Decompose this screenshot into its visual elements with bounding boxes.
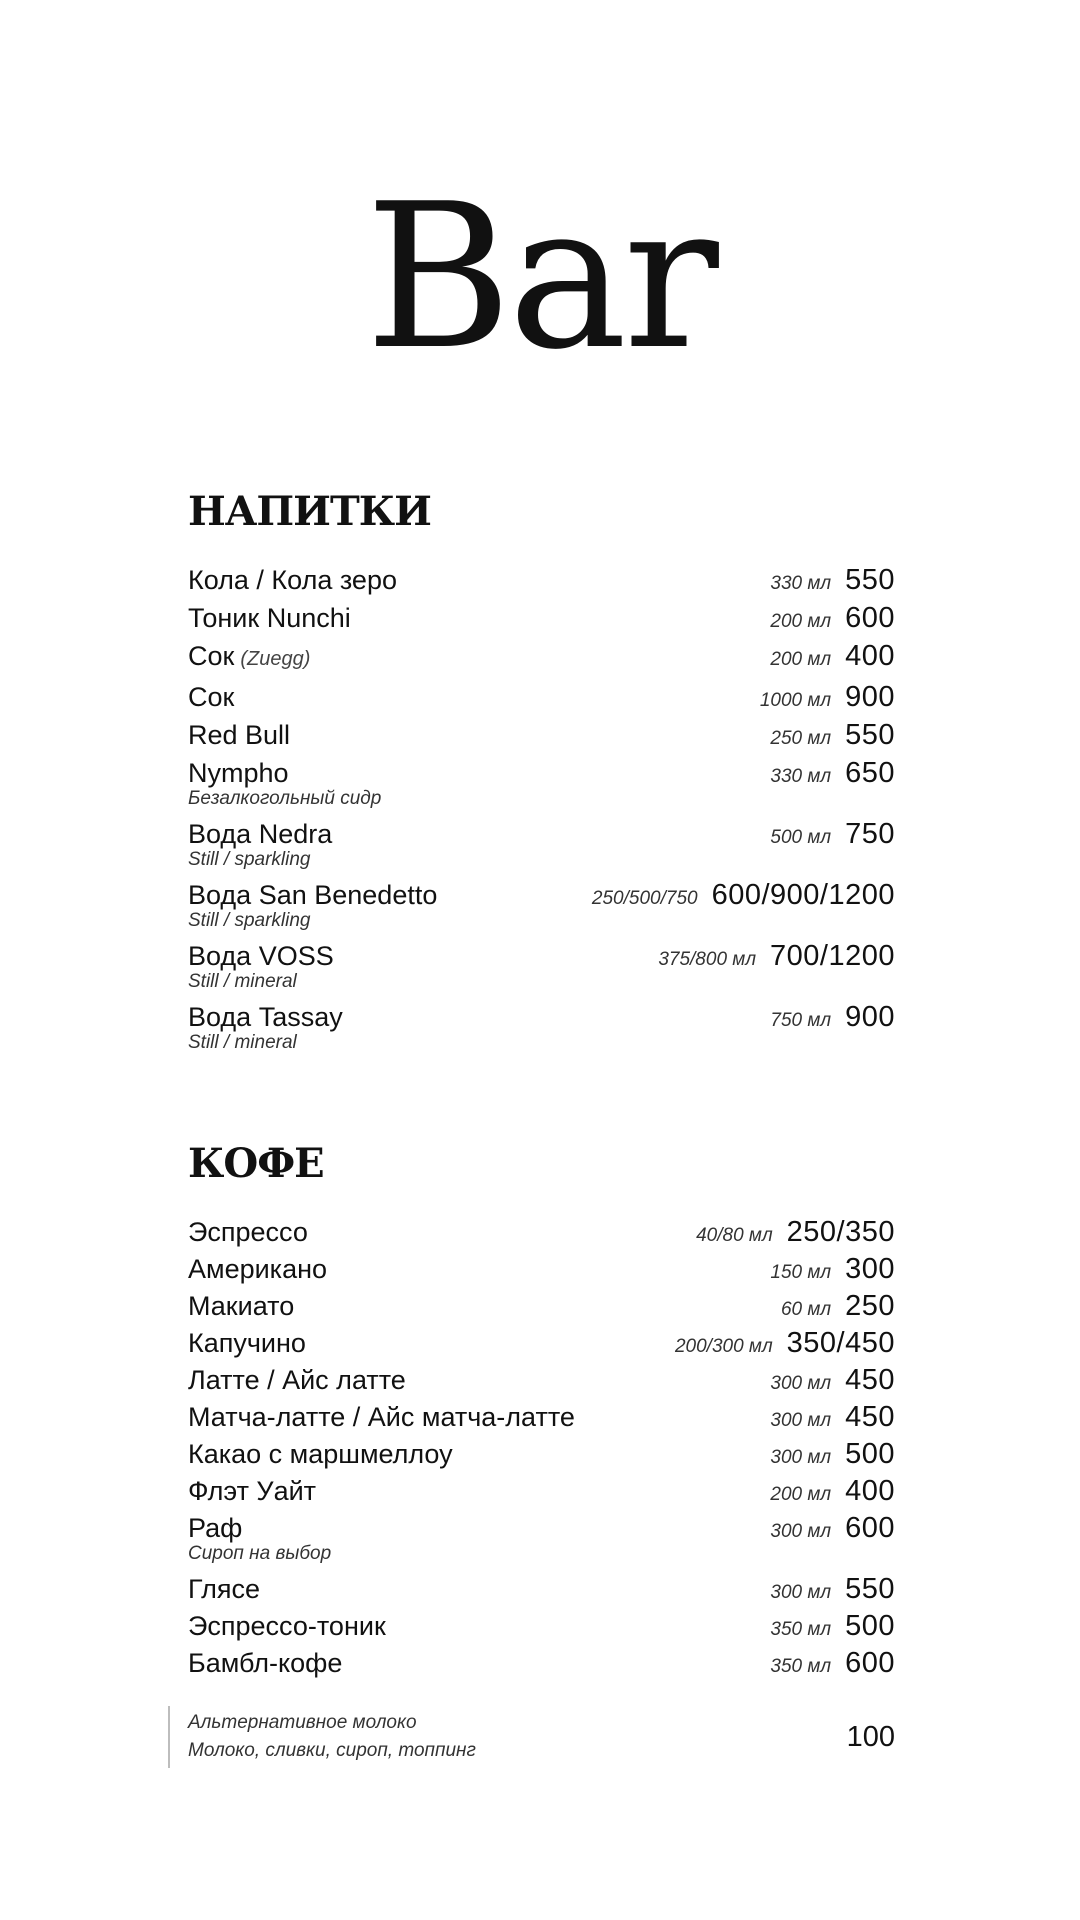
item-volume: 60 мл <box>780 1299 832 1320</box>
item-volume: 330 мл <box>770 766 832 787</box>
item-volume: 200 мл <box>770 649 832 670</box>
item-price: 600 <box>845 602 895 634</box>
item-name: Red Bull <box>188 720 291 750</box>
menu-item-macchiato <box>188 1288 895 1324</box>
item-price: 650 <box>845 757 895 789</box>
item-name: Сок <box>188 682 235 712</box>
item-name: Эспрессо-тоник <box>188 1611 386 1641</box>
menu-item-latte <box>188 1362 895 1398</box>
menu-item-tonic-nunchi <box>188 600 895 636</box>
item-volume: 1000 мл <box>759 690 832 711</box>
item-volume: 250/500/750 <box>591 888 698 909</box>
item-volume: 500 мл <box>770 827 832 848</box>
item-volume: 300 мл <box>770 1521 832 1542</box>
item-volume: 150 мл <box>770 1262 832 1283</box>
item-price: 900 <box>845 1001 895 1033</box>
item-description: Still / mineral <box>188 971 297 992</box>
item-price: 450 <box>845 1401 895 1433</box>
item-price: 250 <box>845 1290 895 1322</box>
item-volume: 200 мл <box>770 611 832 632</box>
drinks-list <box>188 562 895 1054</box>
item-name: Раф <box>188 1513 243 1543</box>
menu-item-americano <box>188 1251 895 1287</box>
item-price: 450 <box>845 1364 895 1396</box>
item-description: Сироп на выбор <box>188 1543 332 1564</box>
item-price: 500 <box>845 1438 895 1470</box>
coffee-section <box>188 1140 895 1682</box>
menu-item-espresso <box>188 1214 895 1250</box>
item-volume: 250 мл <box>770 728 832 749</box>
item-volume: 40/80 мл <box>696 1225 773 1246</box>
item-name: Эспрессо <box>188 1217 308 1247</box>
item-price: 550 <box>845 564 895 596</box>
item-volume: 375/800 мл <box>658 949 757 970</box>
menu-item-cappuccino <box>188 1325 895 1361</box>
menu-item-juice-1000 <box>188 679 895 715</box>
menu-item-cocoa <box>188 1436 895 1472</box>
coffee-list <box>188 1214 895 1681</box>
menu-item-water-voss <box>188 938 895 993</box>
item-price: 750 <box>845 818 895 850</box>
item-description: Still / mineral <box>188 1032 297 1053</box>
menu-item-glace <box>188 1571 895 1607</box>
item-price: 600 <box>845 1512 895 1544</box>
drinks-section-title: НАПИТКИ <box>188 488 431 535</box>
item-price: 400 <box>845 640 895 672</box>
item-price: 550 <box>845 1573 895 1605</box>
item-price: 900 <box>845 681 895 713</box>
item-name: Глясе <box>188 1574 260 1604</box>
drinks-section <box>188 488 895 1060</box>
item-price: 250/350 <box>786 1216 895 1248</box>
item-name: Вода Nedra <box>188 819 333 849</box>
item-name: Вода VOSS <box>188 941 334 971</box>
item-volume: 300 мл <box>770 1410 832 1431</box>
item-volume: 300 мл <box>770 1447 832 1468</box>
item-volume: 350 мл <box>770 1656 832 1677</box>
extras-price: 100 <box>846 1720 895 1753</box>
extras-lines <box>188 1709 476 1765</box>
menu-item-water-san-benedetto <box>188 877 895 932</box>
menu-item-espresso-tonic <box>188 1608 895 1644</box>
menu-item-nympho <box>188 755 895 810</box>
item-volume: 750 мл <box>770 1010 832 1031</box>
item-price: 700/1200 <box>770 940 895 972</box>
coffee-section-title: КОФЕ <box>188 1140 324 1187</box>
item-volume: 300 мл <box>770 1373 832 1394</box>
item-brand: (Zuegg) <box>240 648 311 670</box>
menu-item-flat-white <box>188 1473 895 1509</box>
extras-line-alt-milk: Альтернативное молоко <box>188 1712 417 1733</box>
item-name: Бамбл-кофе <box>188 1648 343 1678</box>
item-name: Латте / Айс латте <box>188 1365 406 1395</box>
item-name: Макиато <box>188 1291 295 1321</box>
item-name: Вода Tassay <box>188 1002 343 1032</box>
menu-item-water-tassay <box>188 999 895 1054</box>
item-name: Матча-латте / Айс матча-латте <box>188 1402 575 1432</box>
item-name: Флэт Уайт <box>188 1476 317 1506</box>
item-volume: 200 мл <box>770 1484 832 1505</box>
item-volume: 350 мл <box>770 1619 832 1640</box>
menu-item-juice-zuegg <box>188 638 895 677</box>
item-volume: 200/300 мл <box>674 1336 773 1357</box>
item-price: 350/450 <box>786 1327 895 1359</box>
menu-item-raf <box>188 1510 895 1565</box>
item-description: Still / sparkling <box>188 849 311 870</box>
item-name: Вода San Benedetto <box>188 880 438 910</box>
item-price: 600 <box>845 1647 895 1679</box>
item-price: 300 <box>845 1253 895 1285</box>
menu-item-red-bull <box>188 717 895 753</box>
item-name: Американо <box>188 1254 328 1284</box>
extras-block <box>168 1706 895 1768</box>
menu-item-matcha-latte <box>188 1399 895 1435</box>
item-price: 550 <box>845 719 895 751</box>
item-name: Тоник Nunchi <box>188 603 351 633</box>
menu-item-bumble-coffee <box>188 1645 895 1681</box>
item-price: 600/900/1200 <box>711 879 895 911</box>
item-name: Кола / Кола зеро <box>188 565 397 595</box>
menu-item-water-nedra <box>188 816 895 871</box>
item-name: Nympho <box>188 758 289 788</box>
item-volume: 330 мл <box>770 573 832 594</box>
menu-title: Bar <box>365 161 715 394</box>
item-price: 500 <box>845 1610 895 1642</box>
item-description: Still / sparkling <box>188 910 311 931</box>
item-name: Сок (Zuegg) <box>188 641 311 671</box>
item-volume: 300 мл <box>770 1582 832 1603</box>
item-name: Капучино <box>188 1328 306 1358</box>
extras-line-additions: Молоко, сливки, сироп, топпинг <box>188 1740 476 1761</box>
item-price: 400 <box>845 1475 895 1507</box>
item-description: Безалкогольный сидр <box>188 788 382 809</box>
menu-item-cola <box>188 562 895 598</box>
item-name: Какао с маршмеллоу <box>188 1439 453 1469</box>
